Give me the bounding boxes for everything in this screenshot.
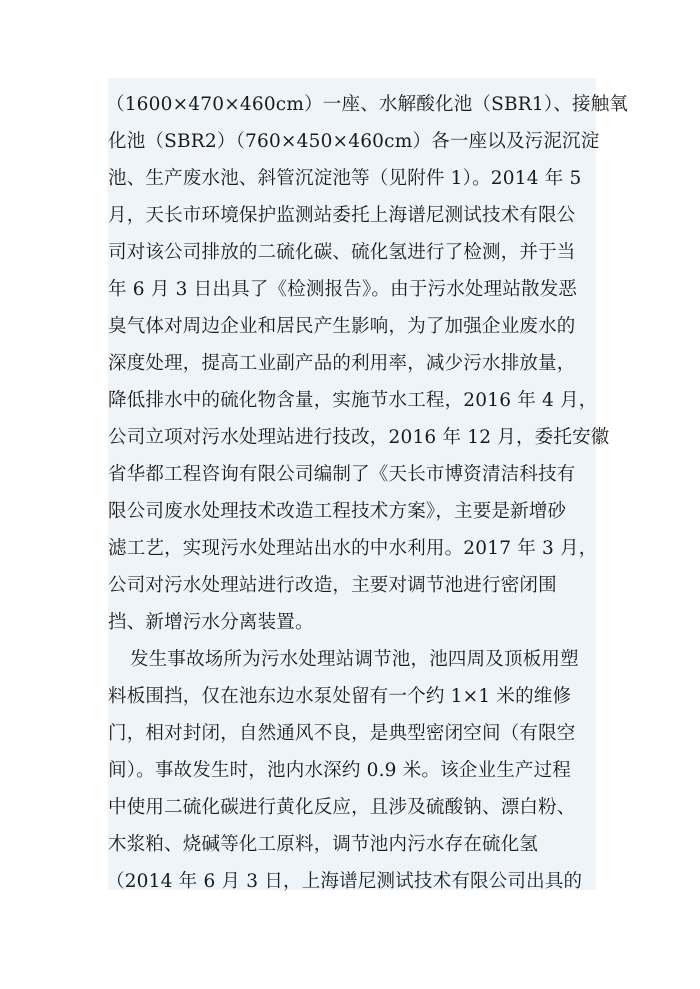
text-line: 间）。事故发生时，池内水深约 0.9 米。该企业生产过程 [108,760,572,781]
text-line: 中使用二硫化碳进行黄化反应，且涉及硫酸钠、漂白粉、 [108,797,576,818]
text-line: 挡、新增污水分离装置。 [108,612,314,633]
text-line: 化池（SBR2）（760×450×460cm）各一座以及污泥沉淀 [108,131,600,152]
text-line: 降低排水中的硫化物含量，实施节水工程，2016 年 4 月， [108,390,598,411]
text-line: 臭气体对周边企业和居民产生影响，为了加强企业废水的 [108,316,576,337]
text-line: 滤工艺，实现污水处理站出水的中水利用。2017 年 3 月， [108,538,598,559]
text-line: 省华都工程咨询有限公司编制了《天长市博资清洁科技有 [108,464,576,485]
text-line: 料板围挡，仅在池东边水泵处留有一个约 1×1 米的维修 [108,686,572,707]
text-line: 年 6 月 3 日出具了《检测报告》。由于污水处理站散发恶 [108,279,578,300]
text-line: 公司立项对污水处理站进行技改，2016 年 12 月，委托安徽 [108,427,610,448]
text-line: 限公司废水处理技术改造工程技术方案》，主要是新增砂 [108,501,567,522]
text-line: （2014 年 6 月 3 日，上海谱尼测试技术有限公司出具的 [106,871,583,892]
body-text [106,78,629,892]
text-line: （1600×470×460cm）一座、水解酸化池（SBR1）、接触氧 [106,94,629,115]
text-line: 深度处理，提高工业副产品的利用率，减少污水排放量， [108,353,576,374]
text-line: 公司对污水处理站进行改造，主要对调节池进行密闭围 [108,575,557,596]
text-line: 门，相对封闭，自然通风不良，是典型密闭空间（有限空 [108,723,576,744]
text-line: 司对该公司排放的二硫化碳、硫化氢进行了检测，并于当 [108,242,576,263]
text-line: 月，天长市环境保护监测站委托上海谱尼测试技术有限公 [108,205,576,226]
paragraph-start-line: 发生事故场所为污水处理站调节池，池四周及顶板用塑 [130,649,579,670]
text-line: 池、生产废水池、斜管沉淀池等（见附件 1）。2014 年 5 [108,168,582,189]
text-line: 木浆粕、烧碱等化工原料，调节池内污水存在硫化氢 [108,834,539,855]
